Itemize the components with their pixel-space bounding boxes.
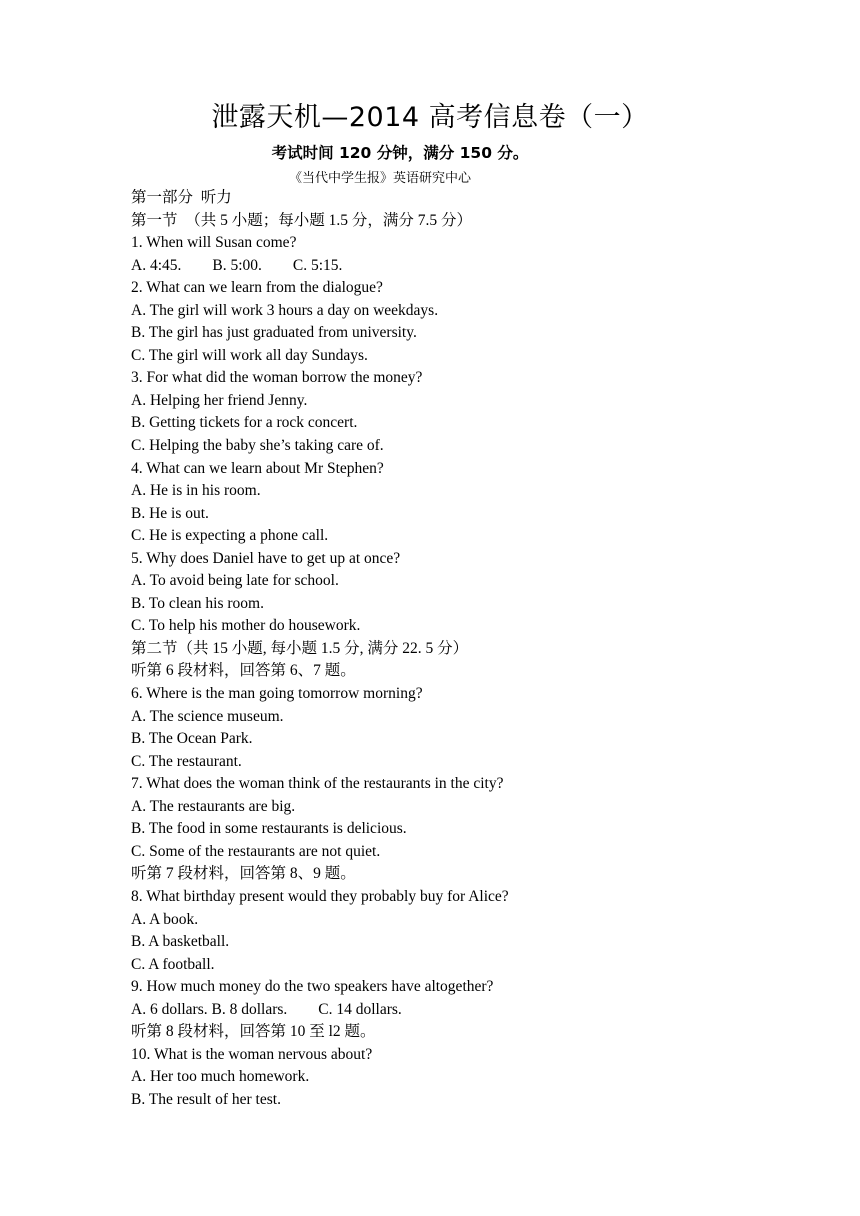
text-line: A. 6 dollars. B. 8 dollars. C. 14 dollars. — [131, 1000, 402, 1018]
text-line: 第一部分 听力 — [131, 189, 232, 206]
text-line: A. To avoid being late for school. — [131, 572, 339, 590]
text-line: A. He is in his room. — [131, 482, 261, 500]
text-line: B. He is out. — [131, 504, 209, 522]
text-line: B. The Ocean Park. — [131, 730, 253, 748]
text-line: 6. Where is the man going tomorrow morning? — [131, 685, 423, 703]
text-line: C. He is expecting a phone call. — [131, 527, 329, 545]
text-line: B. Getting tickets for a rock concert. — [131, 414, 358, 432]
text-line: B. The girl has just graduated from university. — [131, 324, 417, 342]
text-line: 听第 6 段材料，回答第 6、7 题。 — [131, 662, 356, 680]
text-line: C. Helping the baby she’s taking care of. — [131, 437, 384, 455]
text-line: 7. What does the woman think of the restaurants in the city? — [131, 775, 504, 793]
text-line: 9. How much money do the two speakers have altogether? — [131, 978, 494, 996]
text-line: 听第 8 段材料，回答第 10 至 l2 题。 — [131, 1023, 376, 1041]
text-line: A. Her too much homework. — [131, 1068, 310, 1086]
text-line: 8. What birthday present would they probably buy for Alice? — [131, 887, 509, 905]
text-line: A. The girl will work 3 hours a day on weekdays. — [131, 301, 439, 319]
text-line: A. A book. — [131, 910, 199, 928]
exam-info: 考试时间 120 分钟，满分 150 分。 — [271, 144, 529, 162]
text-line: 第一节 （共 5 小题；每小题 1.5 分，满分 7.5 分） — [131, 211, 473, 229]
text-line: C. A football. — [131, 955, 215, 973]
text-line: 第二节（共 15 小题, 每小题 1.5 分, 满分 22. 5 分） — [131, 639, 469, 657]
source-line: 《当代中学生报》英语研究中心 — [288, 170, 471, 185]
text-line: C. The restaurant. — [131, 752, 242, 770]
text-line: B. A basketball. — [131, 933, 230, 951]
text-line: 5. Why does Daniel have to get up at once? — [131, 549, 401, 567]
text-line: B. The food in some restaurants is delicious. — [131, 820, 407, 838]
text-line: 4. What can we learn about Mr Stephen? — [131, 459, 384, 477]
text-line: 3. For what did the woman borrow the money? — [131, 369, 423, 387]
text-line: C. The girl will work all day Sundays. — [131, 346, 368, 364]
text-line: A. The restaurants are big. — [131, 797, 296, 815]
text-line: 2. What can we learn from the dialogue? — [131, 279, 383, 297]
document-body — [131, 187, 811, 1111]
text-line: 听第 7 段材料，回答第 8、9 题。 — [131, 865, 356, 883]
text-line: A. Helping her friend Jenny. — [131, 391, 308, 409]
text-line: 1. When will Susan come? — [131, 234, 297, 252]
text-line: C. Some of the restaurants are not quiet. — [131, 842, 381, 860]
text-line: B. The result of her test. — [131, 1090, 281, 1108]
text-line: A. The science museum. — [131, 707, 284, 725]
text-line: A. 4:45. B. 5:00. C. 5:15. — [131, 256, 343, 274]
text-line: 10. What is the woman nervous about? — [131, 1045, 373, 1063]
text-line: C. To help his mother do housework. — [131, 617, 361, 635]
document-title: 泄露天机—2014 高考信息卷（一） — [211, 102, 649, 133]
text-line: B. To clean his room. — [131, 594, 264, 612]
